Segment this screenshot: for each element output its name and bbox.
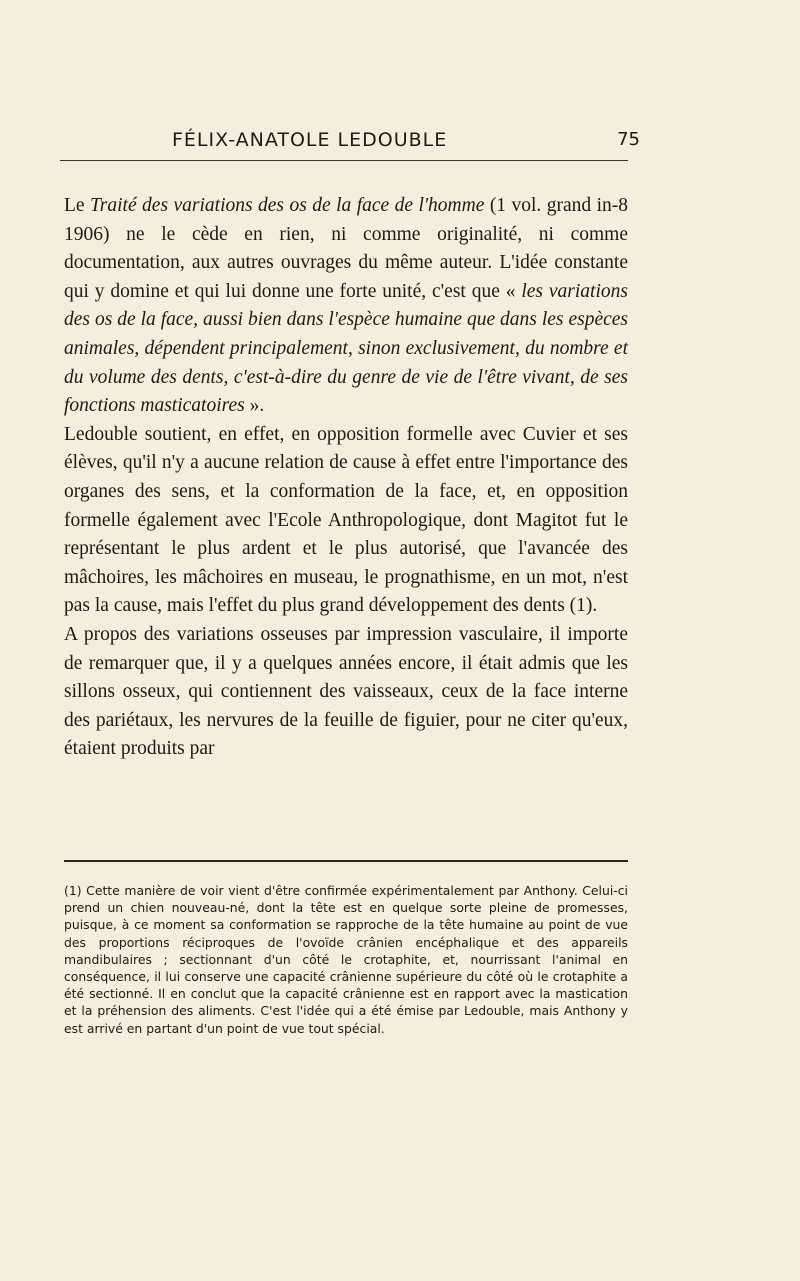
page-number: 75 [617,129,640,150]
paragraph-1 [64,192,628,421]
header-rule [60,160,628,161]
main-text [64,192,628,764]
p1-after-title: (1 vol. grand in-8 1906) ne le cède en rien, ni comme originalité, ni comme documentation, aux autres ouvrages du même auteur. L'idée constante qui y domine et qui lui donne une forte unité, c'est que « [64,195,628,302]
p1-closing: ». [244,395,265,417]
running-title: FÉLIX-ANATOLE LEDOUBLE [172,129,448,151]
footnote-rule [64,860,628,862]
p1-intro: Le [64,195,91,216]
footnote: (1) Cette manière de voir vient d'être confirmée expérimentalement par Anthony. Celui-ci prend un chien nouveau-né, dont la tête est en quelque sorte pleine de promesses, puisque, à ce moment sa conformation se rapproche de la tête humaine au point de vue des proportions réciproques de l'ovoïde crânien encéphalique et des appareils mandibulaires ; sectionnant d'un côté le crotaphite, et, nourrissant l'animal en conséquence, il lui conserve une capacité crânienne supérieure du côté où le crotaphite a été sectionné. Il en conclut que la capacité crânienne est en rapport avec la mastication et la préhension des aliments. C'est l'idée qui a été émise par Ledouble, mais Anthony y est arrivé en partant d'un point de vue tout spécial. [64,883,628,1036]
page-header [60,129,640,161]
paragraph-3: A propos des variations osseuses par impression vasculaire, il importe de remarquer que, il y a quelques années encore, il était admis que les sillons osseux, qui contiennent des vaisseaux, ceux de la face interne des pariétaux, les nervures de la feuille de figuier, pour ne citer qu'eux, étaient produits par [64,623,628,760]
paragraph-2: Ledouble soutient, en effet, en opposition formelle avec Cuvier et ses élèves, qu'il n'y a aucune relation de cause à effet entre l'importance des organes des sens, et la conformation de la face, et, en opposition formelle également avec l'Ecole Anthropologique, dont Magitot fut le représentant le plus ardent et le plus autorisé, que l'avancée des mâchoires, les mâchoires en museau, le prognathisme, en un mot, n'est pas la cause, mais l'effet du plus grand développement des dents (1). [64,423,628,617]
book-title: Traité des variations des os de la face de l'homme [90,195,485,216]
quoted-thesis: les variations des os de la face, aussi bien dans l'espèce humaine que dans les espèces animales, dépendent principalement, sinon exclusivement, du nombre et du volume des dents, c'est-à-dire du genre de vie de l'être vivant, de ses fonctions masticatoires [64,280,628,417]
